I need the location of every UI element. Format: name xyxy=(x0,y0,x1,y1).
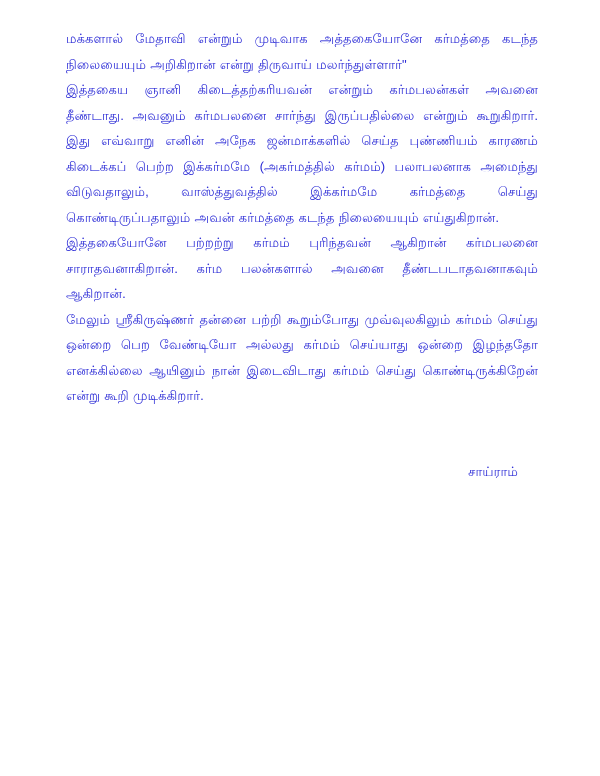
paragraph-1: மக்களால் மேதாவி என்றும் முடிவாக அத்தகையோனே கர்மத்தை கடந்த நிலையையும் அறிகிறான் என்று திருவாய் மலர்ந்துள்ளார்" xyxy=(66,31,538,72)
document-body xyxy=(66,26,538,484)
signature-spacer xyxy=(66,409,538,459)
paragraph-3: இத்தகையோனே பற்றற்று கர்மம் புரிந்தவன் ஆகிறான் கர்மபலனை சாராதவனாகிறான். கர்ம பலன்களால் அவனை தீண்டபடாதவனாகவும் ஆகிறான். xyxy=(66,235,538,301)
paragraph-4: மேலும் ஸ்ரீகிருஷ்ணர் தன்னை பற்றி கூறும்போது முவ்வுலகிலும் கர்மம் செய்து ஒன்றை பெற வேண்டியோ அல்லது கர்மம் செய்யாது ஒன்றை இழந்ததோ எனக்கில்லை ஆயினும் நான் இடைவிடாது கர்மம் செய்து கொண்டிருக்கிறேன் என்று கூறி முடிக்கிறார். xyxy=(66,311,538,403)
paragraph-2: இத்தகைய ஞானி கிடைத்தற்கரியவன் என்றும் கர்மபலன்கள் அவனை தீண்டாது. அவனும் கர்மபலனை சார்ந்து இருப்பதில்லை என்றும் கூறுகிறார். இது எவ்வாறு எனின் அநேக ஜன்மாக்களில் செய்த புண்ணியம் காரணம் கிடைக்கப் பெற்ற இக்கர்மமே (அகர்மத்தில் கர்மம்) பலாபலனாக அமைந்து விடுவதாலும், வாஸ்த்துவத்தில் இக்கர்மமே கர்மத்தை செய்து கொண்டிருப்பதாலும் அவன் கர்மத்தை கடந்த நிலையையும் எய்துகிறான். xyxy=(66,82,538,225)
signature: சாய்ராம் xyxy=(468,463,518,479)
